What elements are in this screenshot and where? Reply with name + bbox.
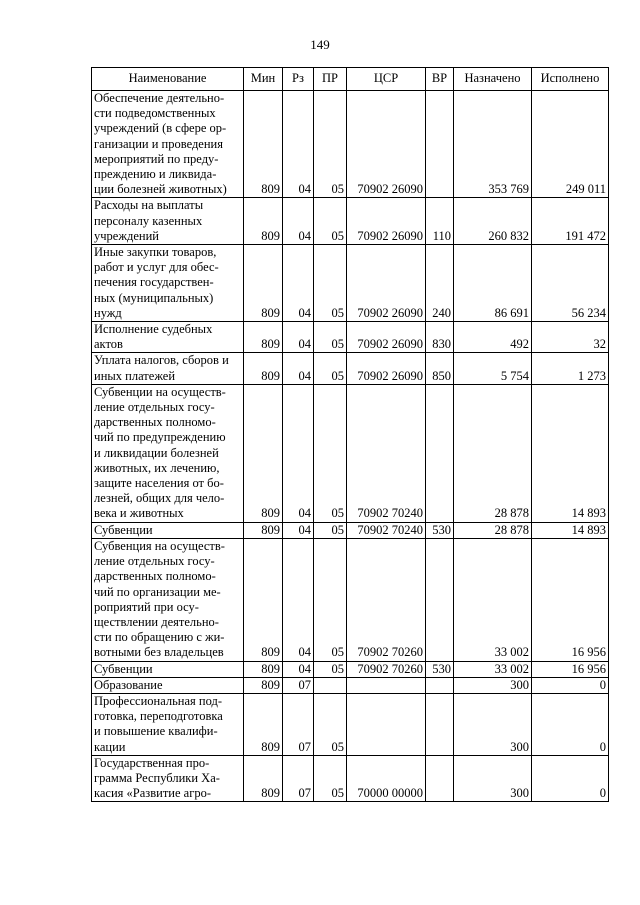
cell-csr: 70902 26090 [347,353,426,384]
cell-executed: 14 893 [532,522,609,538]
cell-assigned: 28 878 [454,522,532,538]
cell-vr [426,91,454,198]
cell-executed: 1 273 [532,353,609,384]
cell-min: 809 [244,91,283,198]
cell-assigned: 260 832 [454,198,532,245]
cell-name: Субвенции [92,661,244,677]
cell-vr: 530 [426,522,454,538]
table-row [92,677,609,693]
cell-name: Субвенции [92,522,244,538]
table-row [92,693,609,755]
table-row [92,384,609,522]
cell-rz: 04 [283,245,314,322]
cell-assigned: 300 [454,693,532,755]
cell-assigned: 86 691 [454,245,532,322]
cell-min: 809 [244,538,283,661]
cell-csr: 70902 26090 [347,245,426,322]
cell-min: 809 [244,353,283,384]
cell-min: 809 [244,677,283,693]
cell-csr: 70902 70260 [347,661,426,677]
cell-executed: 16 956 [532,661,609,677]
table-row [92,538,609,661]
header-vr: ВР [426,68,454,91]
cell-csr: 70902 70240 [347,522,426,538]
cell-min: 809 [244,198,283,245]
cell-csr: 70902 26090 [347,91,426,198]
table-row [92,522,609,538]
cell-executed: 0 [532,693,609,755]
cell-pr: 05 [314,322,347,353]
cell-pr: 05 [314,245,347,322]
cell-assigned: 492 [454,322,532,353]
cell-vr: 110 [426,198,454,245]
cell-pr: 05 [314,353,347,384]
header-rz: Рз [283,68,314,91]
cell-min: 809 [244,384,283,522]
table-row [92,322,609,353]
cell-vr [426,755,454,802]
cell-vr [426,693,454,755]
cell-assigned: 300 [454,677,532,693]
header-pr: ПР [314,68,347,91]
cell-assigned: 28 878 [454,384,532,522]
cell-rz: 04 [283,522,314,538]
header-name: Наименование [92,68,244,91]
header-assigned: Назначено [454,68,532,91]
table-row [92,353,609,384]
cell-vr: 240 [426,245,454,322]
cell-rz: 04 [283,538,314,661]
page-number: 149 [310,37,330,52]
cell-min: 809 [244,693,283,755]
cell-executed: 0 [532,755,609,802]
budget-table [91,67,609,802]
cell-executed: 0 [532,677,609,693]
table-row [92,198,609,245]
cell-executed: 14 893 [532,384,609,522]
cell-csr: 70000 00000 [347,755,426,802]
cell-rz: 04 [283,322,314,353]
cell-vr: 830 [426,322,454,353]
cell-csr [347,677,426,693]
cell-name: Обеспечение деятельно- сти подведомственных учреждений (в сфере ор- ганизации и проведения мероприятий по преду- преждению и ликвида- ции болезней животных) [92,91,244,198]
cell-executed: 32 [532,322,609,353]
header-min: Мин [244,68,283,91]
cell-csr: 70902 70240 [347,384,426,522]
cell-rz: 04 [283,384,314,522]
cell-min: 809 [244,661,283,677]
cell-csr: 70902 70260 [347,538,426,661]
cell-pr: 05 [314,91,347,198]
cell-pr: 05 [314,661,347,677]
cell-csr [347,693,426,755]
cell-vr: 850 [426,353,454,384]
cell-assigned: 33 002 [454,661,532,677]
cell-assigned: 300 [454,755,532,802]
cell-min: 809 [244,245,283,322]
cell-name: Иные закупки товаров, работ и услуг для обес- печения государствен- ных (муниципальных) нужд [92,245,244,322]
cell-name: Исполнение судебных актов [92,322,244,353]
cell-rz: 04 [283,661,314,677]
table-row [92,755,609,802]
cell-executed: 249 011 [532,91,609,198]
cell-name: Профессиональная под- готовка, переподготовка и повышение квалифи- кации [92,693,244,755]
header-executed: Исполнено [532,68,609,91]
cell-pr: 05 [314,522,347,538]
cell-pr: 05 [314,538,347,661]
cell-pr [314,677,347,693]
cell-name: Субвенция на осуществ- ление отдельных госу- дарственных полномо- чий по организации ме- роприятий при осу- ществлении деятельно- сти по обращению с жи- вотными без владельцев [92,538,244,661]
cell-executed: 191 472 [532,198,609,245]
table-body [92,91,609,802]
cell-executed: 56 234 [532,245,609,322]
cell-rz: 07 [283,677,314,693]
cell-pr: 05 [314,384,347,522]
cell-rz: 07 [283,693,314,755]
table-row [92,661,609,677]
cell-pr: 05 [314,693,347,755]
cell-vr: 530 [426,661,454,677]
cell-min: 809 [244,522,283,538]
cell-csr: 70902 26090 [347,322,426,353]
cell-csr: 70902 26090 [347,198,426,245]
cell-name: Расходы на выплаты персоналу казенных учреждений [92,198,244,245]
cell-assigned: 33 002 [454,538,532,661]
cell-rz: 04 [283,353,314,384]
cell-rz: 04 [283,198,314,245]
cell-executed: 16 956 [532,538,609,661]
header-csr: ЦСР [347,68,426,91]
cell-min: 809 [244,755,283,802]
cell-name: Образование [92,677,244,693]
cell-vr [426,677,454,693]
cell-rz: 04 [283,91,314,198]
table-row [92,91,609,198]
cell-name: Субвенции на осуществ- ление отдельных госу- дарственных полномо- чий по предупреждению и ликвидации болезней животных, их лечению, защите населения от бо- лезней, общих для чело- века и животных [92,384,244,522]
cell-pr: 05 [314,198,347,245]
cell-vr [426,384,454,522]
cell-pr: 05 [314,755,347,802]
cell-name: Уплата налогов, сборов и иных платежей [92,353,244,384]
cell-assigned: 353 769 [454,91,532,198]
cell-vr [426,538,454,661]
cell-name: Государственная про- грамма Республики Ха- касия «Развитие агро- [92,755,244,802]
table-header-row [92,68,609,91]
cell-min: 809 [244,322,283,353]
cell-assigned: 5 754 [454,353,532,384]
cell-rz: 07 [283,755,314,802]
table-row [92,245,609,322]
